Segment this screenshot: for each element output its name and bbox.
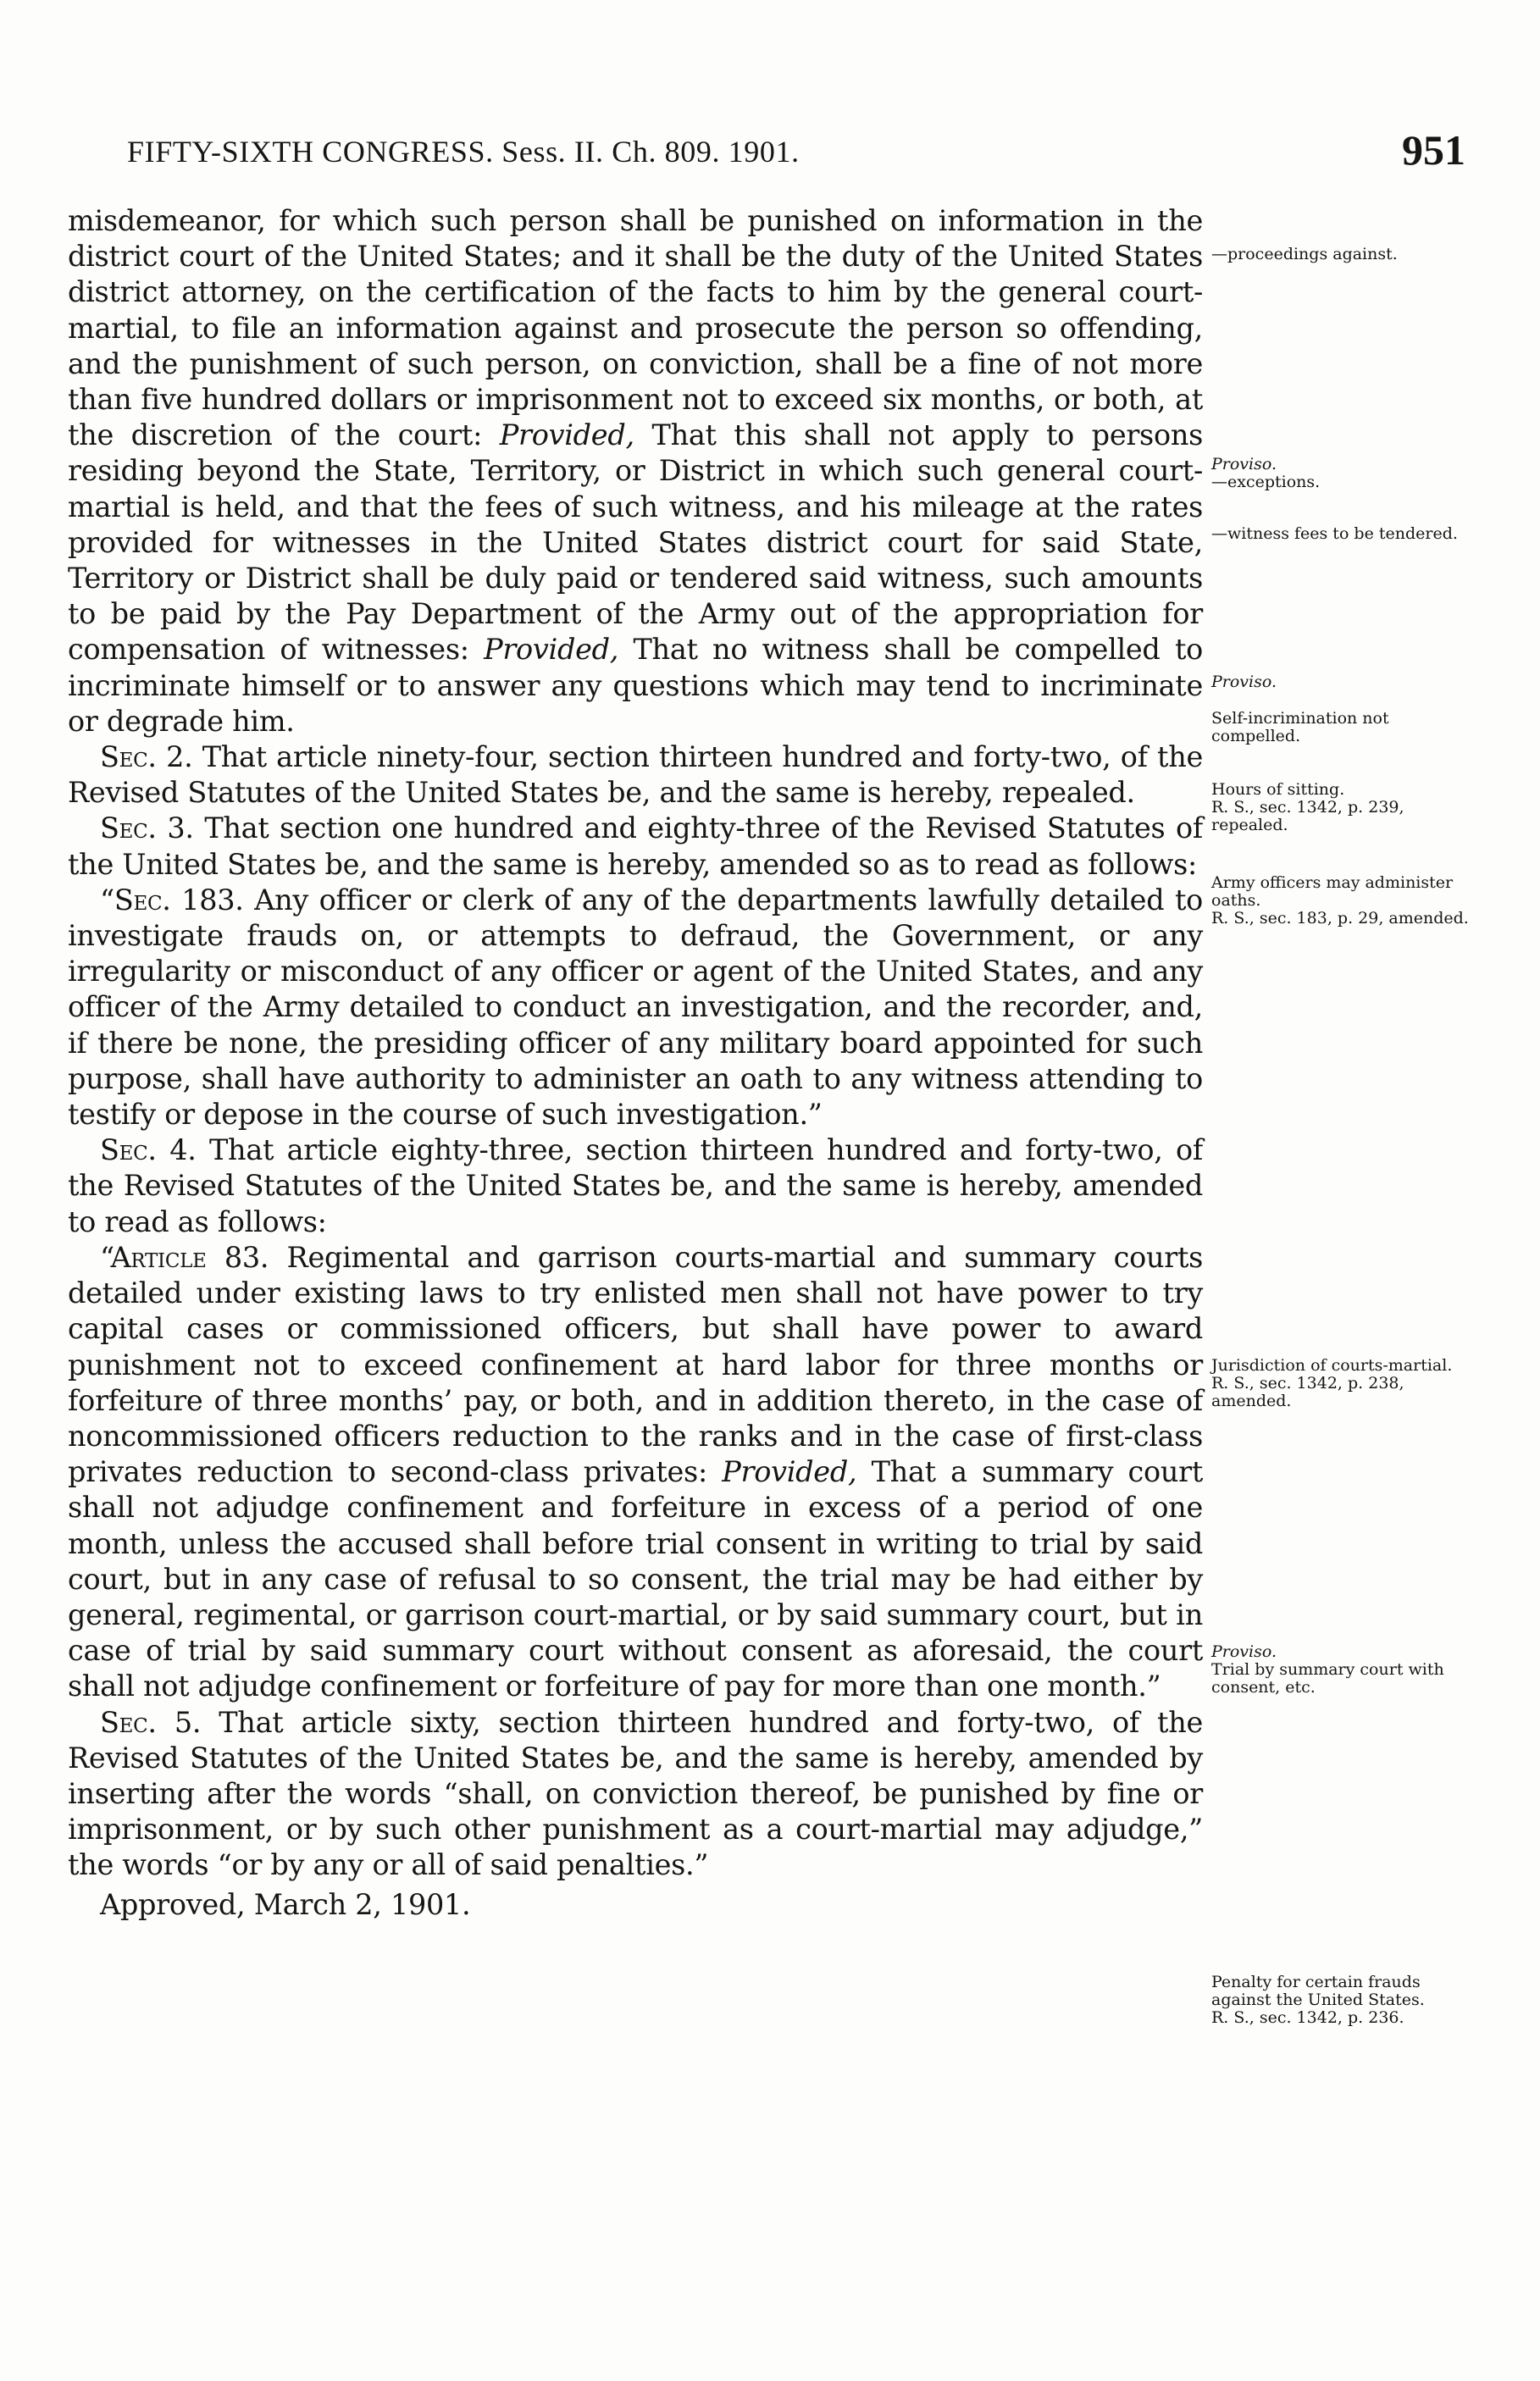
main-text-column	[68, 203, 1203, 1923]
section-2-label: Sec. 2.	[100, 740, 193, 774]
article-83-label: “Article 83.	[100, 1240, 269, 1274]
provided-italic-1: Provided,	[499, 418, 634, 452]
note-proceedings-text: —proceedings against.	[1211, 245, 1398, 263]
provided-italic-3: Provided,	[722, 1455, 857, 1489]
text-no-self-incrimination: That no witness shall be compelled to incriminate himself or to answer any questions which may tend to incriminate or degrade him.	[68, 633, 1203, 738]
article-83-quote	[68, 1240, 1203, 1705]
note-rs-236-text: R. S., sec. 1342, p. 236.	[1211, 2008, 1404, 2027]
section-2-text: That article ninety-four, section thirteen hundred and forty-two, of the Revised Statutes of the United States be, and the same is hereby, repealed.	[68, 740, 1203, 810]
article-83-proviso-text: That a summary court shall not adjudge confinement and forfeiture in excess of a period of one month, unless the accused shall before trial consent in writing to trial by said court, but in any case of refusal to so consent, the trial may be had either by general, regimental, or garrison court-martial, or by said summary court, but in case of trial by said summary court without consent as aforesaid, the court shall not adjudge confinement or forfeiture of pay for more than one month.”	[68, 1455, 1204, 1703]
note-proceedings	[1211, 246, 1482, 263]
section-5-text: That article sixty, section thirteen hundred and forty-two, of the Revised Statutes of the United States be, and the same is hereby, amended by inserting after the words “shall, on conviction thereof, be punished by fine or imprisonment, or by such other punishment as a court-martial may adjudge,” the words “or by any or all of said penalties.”	[68, 1705, 1203, 1882]
note-proviso-3-text: Proviso.	[1211, 1642, 1277, 1661]
note-self-incrimination-text: Self-incrimination not compelled.	[1211, 709, 1389, 745]
page-number: 951	[1402, 126, 1465, 174]
section-3-label: Sec. 3.	[100, 811, 194, 845]
text-misdemeanor: misdemeanor, for which such person shall be punished on information in the district court of the United States; and it shall be the duty of the United States district attorney, on the certification of the facts to him by the general court-martial, to file an information against and prosecute the person so offending, and the punishment of such person, on conviction, shall be a fine of not more than five hundred dollars or imprisonment not to exceed six months, or both, at the discretion of the court:	[68, 204, 1203, 452]
note-exceptions-text: —exceptions.	[1211, 473, 1321, 491]
note-rs-29-text: R. S., sec. 183, p. 29, amended.	[1211, 909, 1469, 927]
note-witness-fees	[1211, 525, 1482, 543]
note-proviso-1	[1211, 456, 1482, 491]
section-4-label: Sec. 4.	[100, 1133, 197, 1167]
approved-date: Approved, March 2, 1901.	[100, 1887, 471, 1921]
section-183-quote	[68, 883, 1203, 1132]
section-2	[68, 739, 1203, 811]
note-witness-fees-text: —witness fees to be tendered.	[1211, 524, 1458, 543]
note-self-incrimination	[1211, 710, 1482, 745]
paragraph-witness-provisions	[68, 203, 1203, 739]
note-penalty-text: Penalty for certain frauds against the United States.	[1211, 1973, 1425, 2009]
note-hours-text: Hours of sitting.	[1211, 780, 1345, 799]
section-4-text: That article eighty-three, section thirteen hundred and forty-two, of the Revised Statutes of the United States be, and the same is hereby, amended to read as follows:	[68, 1133, 1203, 1238]
note-army-officers	[1211, 874, 1482, 927]
note-rs-239-text: R. S., sec. 1342, p. 239, repealed.	[1211, 798, 1404, 834]
note-proviso-1-text: Proviso.	[1211, 455, 1277, 473]
section-3	[68, 811, 1203, 882]
section-5	[68, 1705, 1203, 1884]
note-proviso-2-text: Proviso.	[1211, 673, 1277, 691]
text-fees-proviso: That this shall not apply to persons residing beyond the State, Territory, or District in which such general court-martial is held, and that the fees of such witness, and his mileage at the rates provided for witnesses in the United States district court for said State, Territory or District shall be duly paid or tendered said witness, such amounts to be paid by the Pay Department of the Army out of the appropriation for compensation of witnesses:	[68, 418, 1203, 667]
running-head: FIFTY-SIXTH CONGRESS. Sess. II. Ch. 809. 1901.	[127, 135, 800, 169]
section-4	[68, 1132, 1203, 1240]
article-83-text: Regimental and garrison courts-martial and summary courts detailed under existing laws to try enlisted men shall not have power to try capital cases or commissioned officers, but shall have power to award punishment not to exceed confinement at hard labor for three months or forfeiture of three months’ pay, or both, and in addition thereto, in the case of noncommissioned officers reduction to the ranks and in the case of first-class privates reduction to second-class privates:	[68, 1240, 1204, 1489]
section-3-text: That section one hundred and eighty-three of the Revised Statutes of the United States be, and the same is hereby, amended so as to read as follows:	[68, 811, 1203, 881]
note-proviso-2	[1211, 673, 1482, 691]
section-183-label: “Sec. 183.	[100, 883, 244, 916]
note-jurisdiction-text: Jurisdiction of courts-martial.	[1211, 1356, 1453, 1375]
note-trial-summary-text: Trial by summary court with consent, etc.	[1211, 1660, 1444, 1697]
note-penalty	[1211, 1974, 1482, 2027]
provided-italic-2: Provided,	[484, 633, 619, 667]
running-header	[127, 125, 1465, 193]
note-hours	[1211, 781, 1482, 834]
note-rs-238-text: R. S., sec. 1342, p. 238, amended.	[1211, 1374, 1404, 1410]
note-jurisdiction	[1211, 1357, 1482, 1410]
section-183-text: Any officer or clerk of any of the departments lawfully detailed to investigate frauds on, or attempts to defraud, the Government, or any irregularity or misconduct of any officer or agent of the United States, and any officer of the Army detailed to conduct an investigation, and the recorder, and, if there be none, the presiding officer of any military board appointed for such purpose, shall have authority to administer an oath to any witness attending to testify or depose in the course of such investigation.”	[68, 883, 1203, 1132]
note-proviso-3	[1211, 1643, 1482, 1697]
note-army-officers-text: Army officers may administer oaths.	[1211, 873, 1454, 910]
section-5-label: Sec. 5.	[100, 1705, 202, 1739]
